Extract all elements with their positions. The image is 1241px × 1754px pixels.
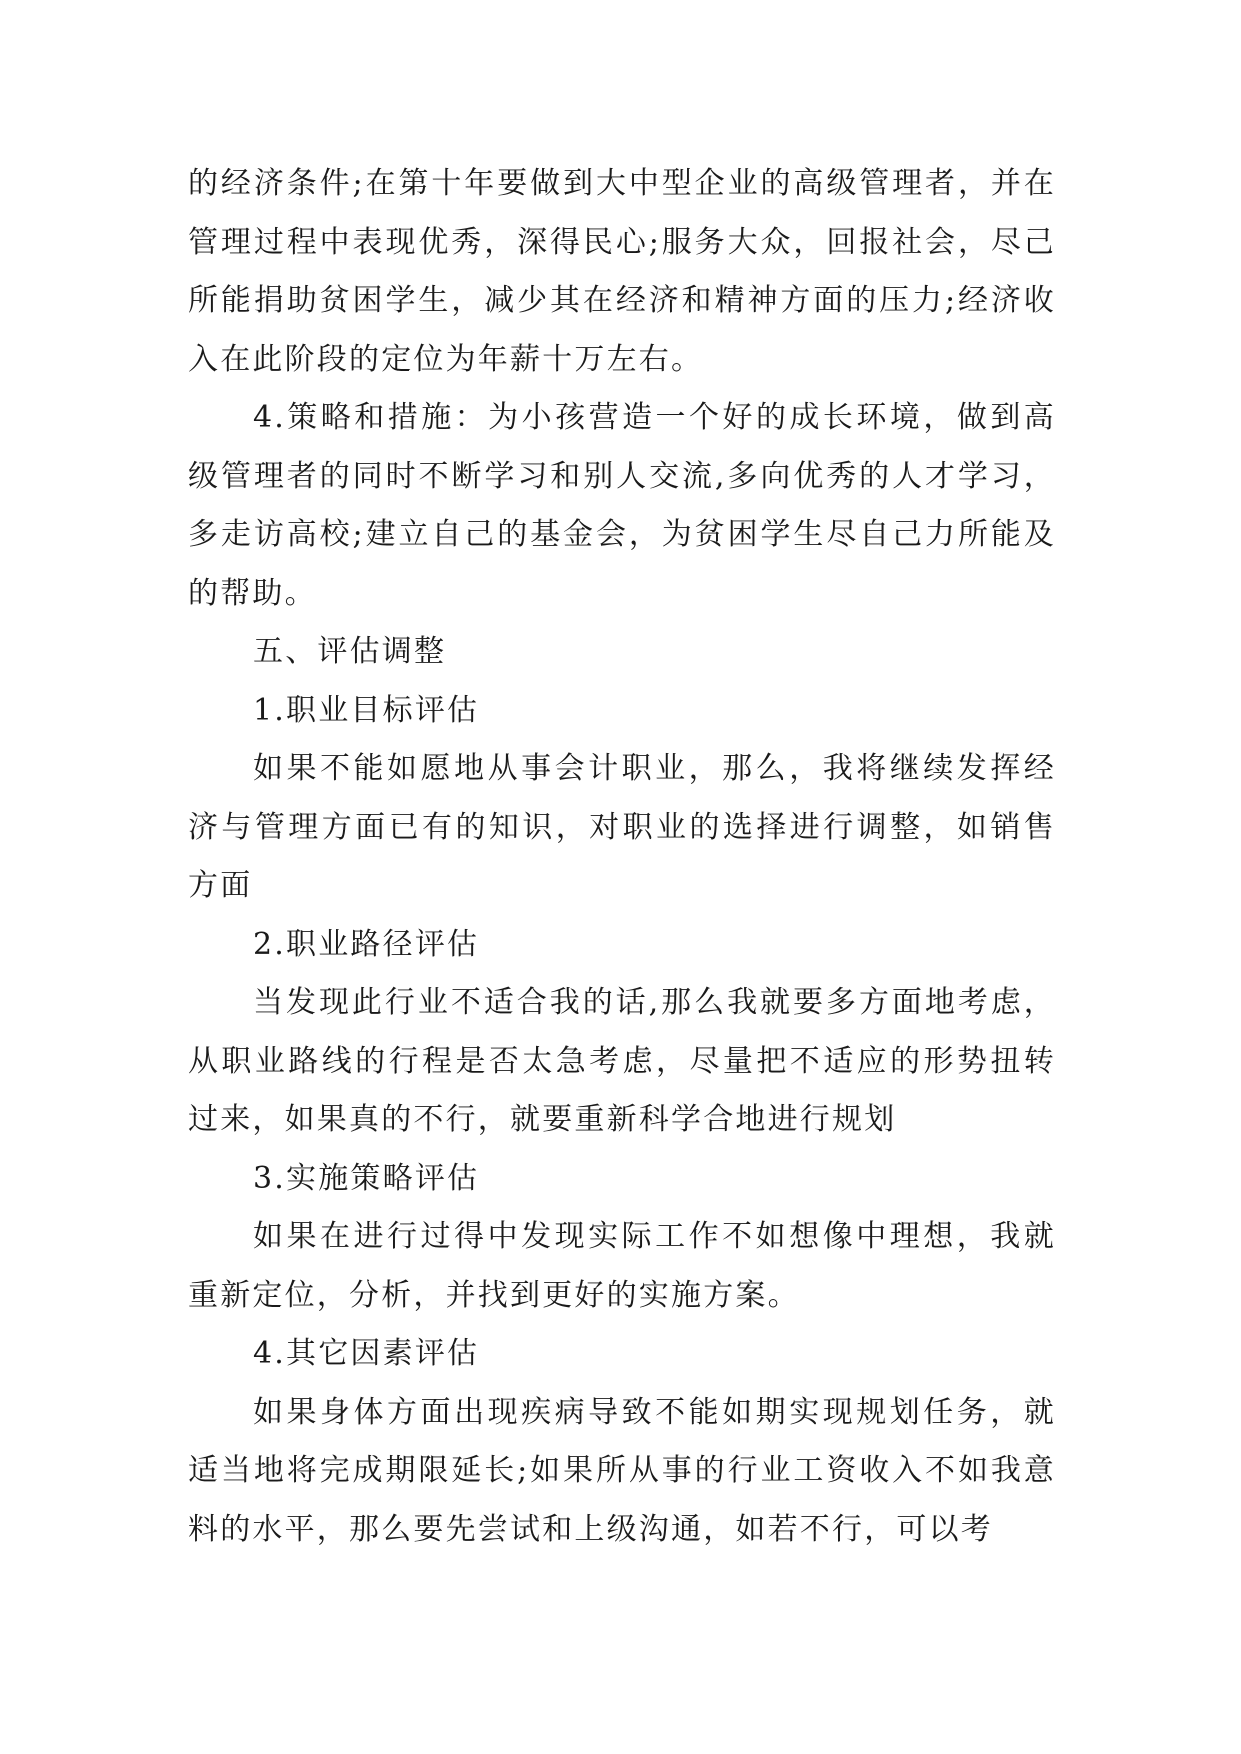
paragraph-strategy-eval: 如果在进行过得中发现实际工作不如想像中理想，我就重新定位，分析，并找到更好的实施方案。 <box>188 1219 1056 1313</box>
subheading-career-path-eval: 2.职业路径评估 <box>253 926 480 962</box>
subheading-strategy-eval: 3.实施策略评估 <box>253 1160 480 1196</box>
subheading-other-factors-eval: 4.其它因素评估 <box>253 1336 480 1371</box>
paragraph-other-factors-eval: 如果身体方面出现疾病导致不能如期实现规划任务，就适当地将完成期限延长;如果所从事的行业工资收入不如我意料的水平，那么要先尝试和上级沟通，如若不行，可以考 <box>188 1394 1056 1547</box>
section-heading-evaluation: 五、评估调整 <box>253 634 447 669</box>
subheading-career-goal-eval: 1.职业目标评估 <box>253 692 480 728</box>
document-body <box>188 155 1056 1559</box>
paragraph-strategy-measures: 4.策略和措施：为小孩营造一个好的成长环境，做到高级管理者的同时不断学习和别人交流,多向优秀的人才学习，多走访高校;建立自己的基金会，为贫困学生尽自己力所能及的帮助。 <box>188 400 1056 611</box>
paragraph-career-goal-eval: 如果不能如愿地从事会计职业，那么，我将继续发挥经济与管理方面已有的知识，对职业的选择进行调整，如销售方面 <box>188 751 1056 903</box>
paragraph-career-path-eval: 当发现此行业不适合我的话,那么我就要多方面地考虑，从职业路线的行程是否太急考虑，尽量把不适应的形势扭转过来，如果真的不行，就要重新科学合地进行规划 <box>188 985 1056 1137</box>
paragraph-economic-conditions: 的经济条件;在第十年要做到大中型企业的高级管理者，并在管理过程中表现优秀，深得民心;服务大众，回报社会，尽己所能捐助贫困学生，减少其在经济和精神方面的压力;经济收入在此阶段的定位为年薪十万左右。 <box>188 166 1056 377</box>
